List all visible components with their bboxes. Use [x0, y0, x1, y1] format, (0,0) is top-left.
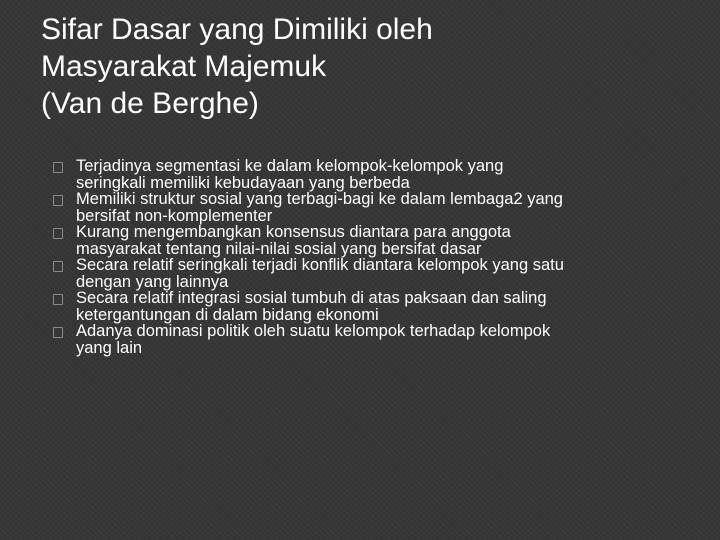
bullet-text-line: dengan yang lainnya	[76, 272, 229, 291]
bullet-text-line: Secara relatif seringkali terjadi konflik diantara kelompok yang satu	[76, 256, 564, 274]
bullet-text-line: yang lain	[76, 338, 143, 357]
square-bullet-icon	[53, 195, 63, 206]
bullet-item	[54, 191, 694, 224]
bullet-text-line: masyarakat tentang nilai-nilai sosial yang bersifat dasar	[76, 239, 482, 258]
bullet-item	[54, 257, 694, 290]
square-bullet-icon	[53, 327, 63, 338]
bullet-item	[54, 224, 694, 257]
square-bullet-icon	[53, 162, 63, 173]
bullet-item	[54, 158, 694, 191]
bullet-text-line: seringkali memiliki kebudayaan yang berbeda	[76, 173, 410, 192]
title-line: Sifar Dasar yang Dimiliki oleh	[41, 13, 433, 46]
bullet-item	[54, 323, 694, 356]
title-line: (Van de Berghe)	[41, 87, 259, 120]
bullet-text-line: ketergantungan di dalam bidang ekonomi	[76, 305, 379, 324]
bullet-text-line: Memiliki struktur sosial yang terbagi-bagi ke dalam lembaga2 yang	[76, 190, 563, 208]
bullet-text-line: Secara relatif integrasi sosial tumbuh di atas paksaan dan saling	[76, 289, 547, 307]
bullet-item	[54, 290, 694, 323]
bullet-text-line: Terjadinya segmentasi ke dalam kelompok-kelompok yang	[76, 157, 504, 175]
title-line: Masyarakat Majemuk	[41, 50, 327, 83]
square-bullet-icon	[53, 294, 63, 305]
bullet-list	[54, 158, 694, 356]
slide-title	[41, 11, 681, 122]
bullet-text-line: Kurang mengembangkan konsensus diantara para anggota	[76, 223, 511, 241]
square-bullet-icon	[53, 228, 63, 239]
bullet-text-line: Adanya dominasi politik oleh suatu kelompok terhadap kelompok	[76, 322, 551, 340]
square-bullet-icon	[53, 261, 63, 272]
bullet-text-line: bersifat non-komplementer	[76, 206, 273, 225]
